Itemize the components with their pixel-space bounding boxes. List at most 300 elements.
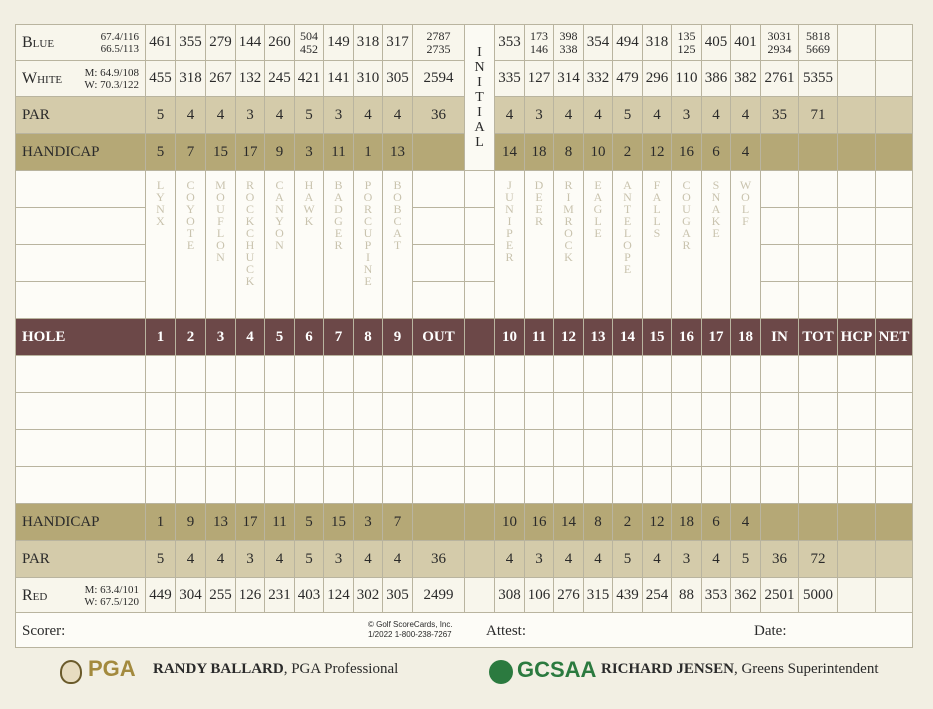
score-cell[interactable]	[176, 467, 206, 504]
cell-value-bottom: 2735	[426, 41, 451, 56]
yardage-cell: 149	[324, 25, 354, 61]
hole-name-letter: E	[505, 238, 514, 252]
hole-number: 14	[613, 319, 643, 356]
yardage-cell: 260	[265, 25, 295, 61]
handicap-cell: 11	[265, 504, 295, 541]
par-cell: 3	[324, 541, 354, 578]
score-cell[interactable]	[838, 356, 876, 393]
score-cell[interactable]	[672, 356, 702, 393]
hole-name-cell	[324, 171, 354, 319]
score-cell[interactable]	[354, 430, 383, 467]
handicap-cell: 18	[525, 134, 554, 171]
par-cell: 4	[702, 541, 731, 578]
score-cell[interactable]	[643, 467, 672, 504]
hole-name-letter: N	[275, 238, 284, 252]
par-cell: 3	[525, 541, 554, 578]
par-cell: 5	[613, 97, 643, 134]
hole-number: 13	[584, 319, 613, 356]
hole-name-cell	[206, 171, 236, 319]
score-cell[interactable]	[584, 393, 613, 430]
score-row	[16, 467, 913, 504]
score-cell[interactable]	[324, 393, 354, 430]
score-cell	[465, 467, 495, 504]
handicap-cell: 10	[584, 134, 613, 171]
yardage-cell: 305	[383, 61, 413, 97]
yardage-cell: 332	[584, 61, 613, 97]
hole-name	[672, 171, 701, 251]
hole-name-letter: A	[304, 190, 314, 204]
white-row	[16, 61, 913, 97]
initial-label	[465, 45, 494, 150]
hcp-blank	[838, 504, 876, 541]
score-cell[interactable]	[702, 467, 731, 504]
hole-name-letter: R	[534, 214, 543, 228]
hole-name-letter: L	[156, 178, 165, 192]
out-total	[413, 25, 465, 61]
rating-line: 66.5/113	[100, 42, 139, 55]
hole-name-letter: Y	[186, 202, 195, 216]
score-cell[interactable]	[672, 467, 702, 504]
handicap-cell: 9	[265, 134, 295, 171]
score-cell[interactable]	[799, 467, 838, 504]
score-cell[interactable]	[761, 467, 799, 504]
score-cell[interactable]	[324, 467, 354, 504]
par-cell: 4	[495, 97, 525, 134]
score-cell	[465, 393, 495, 430]
hole-name-cell	[672, 171, 702, 319]
yardage-cell: 267	[206, 61, 236, 97]
initial-column	[465, 25, 495, 171]
score-cell[interactable]	[525, 430, 554, 467]
gcsaa-wordmark: GCSAA	[517, 657, 597, 682]
hole-number: 18	[731, 319, 761, 356]
hole-name-letter: R	[564, 214, 573, 228]
par-cell: 5	[295, 541, 324, 578]
score-cell[interactable]	[731, 393, 761, 430]
score-cell[interactable]	[146, 356, 176, 393]
hole-name-letter: E	[535, 190, 543, 204]
score-cell[interactable]	[146, 430, 176, 467]
yardage-cell: 315	[584, 578, 613, 614]
hole-name-letter: P	[364, 238, 372, 252]
score-cell[interactable]	[354, 467, 383, 504]
par-label: PAR	[16, 97, 146, 134]
score-cell[interactable]	[554, 356, 584, 393]
par-cell: 4	[495, 541, 525, 578]
hole-name-letter: R	[363, 202, 372, 216]
net-score	[876, 282, 913, 319]
par-row	[16, 541, 913, 578]
scorer-label: Scorer:	[22, 623, 66, 639]
hole-name-letter: F	[653, 178, 661, 192]
player-name-cell[interactable]	[16, 430, 146, 467]
yardage-cell	[672, 25, 702, 61]
score-cell[interactable]	[643, 393, 672, 430]
handicap-cell: 6	[702, 134, 731, 171]
hole-name-cell	[236, 171, 265, 319]
tot-score	[799, 245, 838, 282]
blue-tee-label	[16, 25, 146, 61]
score-cell[interactable]	[554, 393, 584, 430]
handicap-cell: 15	[206, 134, 236, 171]
yardage-cell: 296	[643, 61, 672, 97]
score-cell[interactable]	[295, 393, 324, 430]
hole-name-letter: C	[275, 178, 284, 192]
tee-name: Blue	[22, 33, 55, 51]
score-cell[interactable]	[176, 356, 206, 393]
yardage-cell: 304	[176, 578, 206, 614]
handicap-cell: 17	[236, 134, 265, 171]
yardage-cell: 318	[643, 25, 672, 61]
yardage-cell	[525, 25, 554, 61]
hole-name-letter: U	[682, 202, 691, 216]
tee-rating	[84, 67, 143, 91]
hole-name-letter: R	[682, 238, 691, 252]
hole-name-cell	[613, 171, 643, 319]
in-score	[761, 171, 799, 208]
hole-name-letter: K	[245, 274, 255, 288]
hole-name-letter: T	[186, 226, 195, 240]
score-cell[interactable]	[702, 430, 731, 467]
score-cell[interactable]	[613, 356, 643, 393]
hole-name-letter: B	[393, 178, 402, 192]
hole-name-cell	[265, 171, 295, 319]
hole-name-letter: F	[742, 214, 749, 228]
hole-name-letter: A	[393, 226, 402, 240]
cell-value-top: 5818	[806, 28, 830, 43]
handicap-cell: 3	[295, 134, 324, 171]
in-score	[761, 282, 799, 319]
score-cell[interactable]	[354, 356, 383, 393]
score-cell[interactable]	[236, 393, 265, 430]
score-cell[interactable]	[876, 356, 913, 393]
hole-name-letter: G	[334, 214, 343, 228]
hole-name-letter: O	[623, 238, 632, 252]
hole-number: 5	[265, 319, 295, 356]
hcp-blank	[838, 578, 876, 614]
par-tot: 72	[799, 541, 838, 578]
hole-name-letter: L	[216, 226, 225, 240]
score-cell[interactable]	[584, 430, 613, 467]
score-cell[interactable]	[799, 356, 838, 393]
score-cell[interactable]	[383, 467, 413, 504]
score-cell[interactable]	[383, 430, 413, 467]
score-cell[interactable]	[731, 356, 761, 393]
yardage-cell: 308	[495, 578, 525, 614]
par-cell: 4	[702, 97, 731, 134]
in-total: 2761	[761, 61, 799, 97]
handicap-cell: 4	[731, 504, 761, 541]
par-cell: 4	[554, 541, 584, 578]
rating-line: M: 64.9/108	[84, 66, 139, 79]
hole-name-letter: A	[711, 202, 721, 216]
handicap-tot	[799, 504, 838, 541]
hole-number: 8	[354, 319, 383, 356]
cell-value-top: 2787	[426, 28, 451, 43]
names-row	[16, 171, 913, 208]
score-cell[interactable]	[265, 430, 295, 467]
initial-letter: A	[474, 120, 485, 135]
hole-name-cell	[495, 171, 525, 319]
red-tee-label	[16, 578, 146, 614]
score-cell[interactable]	[554, 430, 584, 467]
score-cell[interactable]	[354, 393, 383, 430]
holerow-row	[16, 319, 913, 356]
score-cell[interactable]	[176, 430, 206, 467]
score-cell[interactable]	[236, 356, 265, 393]
score-cell[interactable]	[525, 467, 554, 504]
hole-name-letter: Y	[275, 214, 284, 228]
score-cell[interactable]	[236, 467, 265, 504]
handicap-label: HANDICAP	[16, 504, 146, 541]
hole-name-letter: O	[275, 226, 284, 240]
rating-line: 67.4/116	[100, 30, 139, 43]
score-cell[interactable]	[876, 430, 913, 467]
score-cell[interactable]	[761, 430, 799, 467]
yardage-cell	[554, 25, 584, 61]
score-cell[interactable]	[643, 356, 672, 393]
hcp-blank	[838, 134, 876, 171]
score-cell[interactable]	[554, 467, 584, 504]
cell-value-top: 504	[300, 28, 318, 43]
score-cell[interactable]	[176, 393, 206, 430]
initial-letter: I	[477, 45, 482, 60]
score-cell[interactable]	[206, 430, 236, 467]
handicap-cell: 5	[146, 134, 176, 171]
score-cell[interactable]	[731, 467, 761, 504]
score-cell[interactable]	[236, 430, 265, 467]
out-score	[413, 208, 465, 245]
score-cell	[465, 356, 495, 393]
handicap-cell: 6	[702, 504, 731, 541]
score-cell[interactable]	[613, 393, 643, 430]
score-cell[interactable]	[383, 393, 413, 430]
handicap-cell: 13	[383, 134, 413, 171]
yardage-cell: 302	[354, 578, 383, 614]
handicap-cell: 9	[176, 504, 206, 541]
par-cell: 3	[324, 97, 354, 134]
score-cell[interactable]	[613, 467, 643, 504]
yardage-cell: 305	[383, 578, 413, 614]
hole-name-letter: G	[593, 202, 603, 216]
score-cell[interactable]	[584, 356, 613, 393]
hole-name-letter: E	[623, 214, 632, 228]
par-cell: 4	[554, 97, 584, 134]
score-cell[interactable]	[761, 356, 799, 393]
score-cell[interactable]	[206, 356, 236, 393]
pga-professional	[153, 661, 398, 678]
hole-name-cell	[554, 171, 584, 319]
gcsaa-name: RICHARD JENSEN	[601, 661, 734, 677]
par-cell: 4	[643, 541, 672, 578]
score-cell[interactable]	[876, 467, 913, 504]
net-score	[876, 171, 913, 208]
score-cell[interactable]	[265, 356, 295, 393]
player-name-cell[interactable]	[16, 393, 146, 430]
hole-name-letter: A	[652, 190, 662, 204]
par-cell: 3	[236, 541, 265, 578]
tot-total: 5000	[799, 578, 838, 614]
score-cell[interactable]	[799, 393, 838, 430]
score-cell[interactable]	[295, 467, 324, 504]
yardage-cell: 88	[672, 578, 702, 614]
score-cell[interactable]	[295, 430, 324, 467]
player-name-cell	[16, 282, 146, 319]
score-cell[interactable]	[324, 430, 354, 467]
hole-name-letter: U	[505, 190, 514, 204]
handicap-cell: 7	[383, 504, 413, 541]
score-cell[interactable]	[146, 467, 176, 504]
cell-value-bottom: 2934	[767, 41, 792, 56]
handicap-cell: 2	[613, 504, 643, 541]
score-cell[interactable]	[731, 430, 761, 467]
yardage-cell: 314	[554, 61, 584, 97]
score-cell[interactable]	[702, 393, 731, 430]
hole-name-cell	[584, 171, 613, 319]
score-cell[interactable]	[702, 356, 731, 393]
par-cell: 3	[672, 97, 702, 134]
hole-name	[554, 171, 583, 263]
hole-name-letter: C	[564, 238, 573, 252]
hole-name	[176, 171, 205, 251]
in-score	[761, 245, 799, 282]
par-in: 35	[761, 97, 799, 134]
hole-name-letter: B	[334, 178, 343, 192]
handicap-cell: 1	[146, 504, 176, 541]
hole-label: HOLE	[16, 319, 146, 356]
net-score	[876, 208, 913, 245]
score-cell[interactable]	[495, 393, 525, 430]
yardage-cell: 461	[146, 25, 176, 61]
yardage-cell: 126	[236, 578, 265, 614]
hcp-header: HCP	[838, 319, 876, 356]
score-cell[interactable]	[295, 356, 324, 393]
hole-name-letter: F	[217, 214, 224, 228]
score-cell[interactable]	[413, 430, 465, 467]
hole-number: 3	[206, 319, 236, 356]
score-cell[interactable]	[672, 430, 702, 467]
tot-total: 5355	[799, 61, 838, 97]
gcsaa-role: , Greens Superintendent	[733, 661, 879, 677]
hcp-score	[838, 245, 876, 282]
par-cell: 3	[525, 97, 554, 134]
hole-number: 4	[236, 319, 265, 356]
hole-name-letter: O	[564, 226, 573, 240]
player-name-cell[interactable]	[16, 467, 146, 504]
score-cell[interactable]	[876, 393, 913, 430]
score-cell[interactable]	[495, 430, 525, 467]
score-cell[interactable]	[672, 393, 702, 430]
yardage-cell: 449	[146, 578, 176, 614]
score-cell[interactable]	[799, 430, 838, 467]
hole-name-letter: R	[245, 178, 254, 192]
hole-name-letter: B	[393, 202, 402, 216]
par-out: 36	[413, 541, 465, 578]
score-cell[interactable]	[146, 393, 176, 430]
hole-name-letter: A	[275, 190, 284, 204]
score-row	[16, 393, 913, 430]
score-cell[interactable]	[838, 393, 876, 430]
score-cell[interactable]	[613, 430, 643, 467]
score-cell[interactable]	[643, 430, 672, 467]
score-cell[interactable]	[383, 356, 413, 393]
par-tot: 71	[799, 97, 838, 134]
copyright	[368, 620, 453, 640]
hole-name-letter: I	[566, 190, 571, 204]
score-cell[interactable]	[495, 356, 525, 393]
par-cell: 5	[613, 541, 643, 578]
hole-name-cell	[731, 171, 761, 319]
score-cell[interactable]	[761, 393, 799, 430]
yardage-cell: 354	[584, 25, 613, 61]
net-blank	[876, 61, 913, 97]
hole-name-letter: E	[535, 202, 543, 216]
hole-name	[643, 171, 671, 239]
cell-value-top: 135	[677, 28, 696, 43]
hole-name-letter: U	[216, 202, 225, 216]
hole-name-letter: T	[623, 202, 632, 216]
yardage-cell: 479	[613, 61, 643, 97]
yardage-cell: 144	[236, 25, 265, 61]
signature-row	[15, 612, 913, 648]
hole-name-letter: E	[712, 226, 720, 240]
player-name-cell[interactable]	[16, 356, 146, 393]
hole-name-letter: O	[186, 190, 195, 204]
score-cell[interactable]	[495, 467, 525, 504]
hole-name-letter: D	[334, 202, 343, 216]
net-blank	[876, 134, 913, 171]
initial-letter: I	[477, 75, 482, 90]
hole-name	[354, 171, 382, 287]
score-cell[interactable]	[413, 356, 465, 393]
score-cell[interactable]	[206, 393, 236, 430]
hole-name-letter: J	[507, 178, 512, 192]
hole-name-letter: L	[623, 226, 632, 240]
handicap-cell: 13	[206, 504, 236, 541]
score-cell[interactable]	[265, 467, 295, 504]
player-name-cell	[16, 245, 146, 282]
hole-name	[236, 171, 264, 287]
hole-name-letter: O	[245, 190, 255, 204]
score-cell[interactable]	[413, 467, 465, 504]
yardage-cell: 245	[265, 61, 295, 97]
score-cell[interactable]	[206, 467, 236, 504]
hcp-score	[838, 208, 876, 245]
par-cell: 4	[354, 97, 383, 134]
score-cell[interactable]	[838, 430, 876, 467]
score-cell[interactable]	[584, 467, 613, 504]
score-cell[interactable]	[525, 356, 554, 393]
score-cell[interactable]	[265, 393, 295, 430]
hole-number: 7	[324, 319, 354, 356]
date-label: Date:	[754, 623, 787, 639]
hole-name-letter: O	[682, 190, 691, 204]
hole-name-letter: K	[564, 250, 573, 264]
hole-name-letter: C	[245, 202, 254, 216]
initial-letter: L	[475, 135, 484, 150]
hole-name-letter: H	[245, 238, 255, 252]
tot-total	[799, 25, 838, 61]
score-cell[interactable]	[838, 467, 876, 504]
score-cell[interactable]	[413, 393, 465, 430]
hole-name-letter: K	[245, 214, 255, 228]
score-cell[interactable]	[324, 356, 354, 393]
blue-row	[16, 25, 913, 61]
yardage-cell: 106	[525, 578, 554, 614]
score-cell[interactable]	[525, 393, 554, 430]
par-cell: 3	[236, 97, 265, 134]
hole-number: 16	[672, 319, 702, 356]
